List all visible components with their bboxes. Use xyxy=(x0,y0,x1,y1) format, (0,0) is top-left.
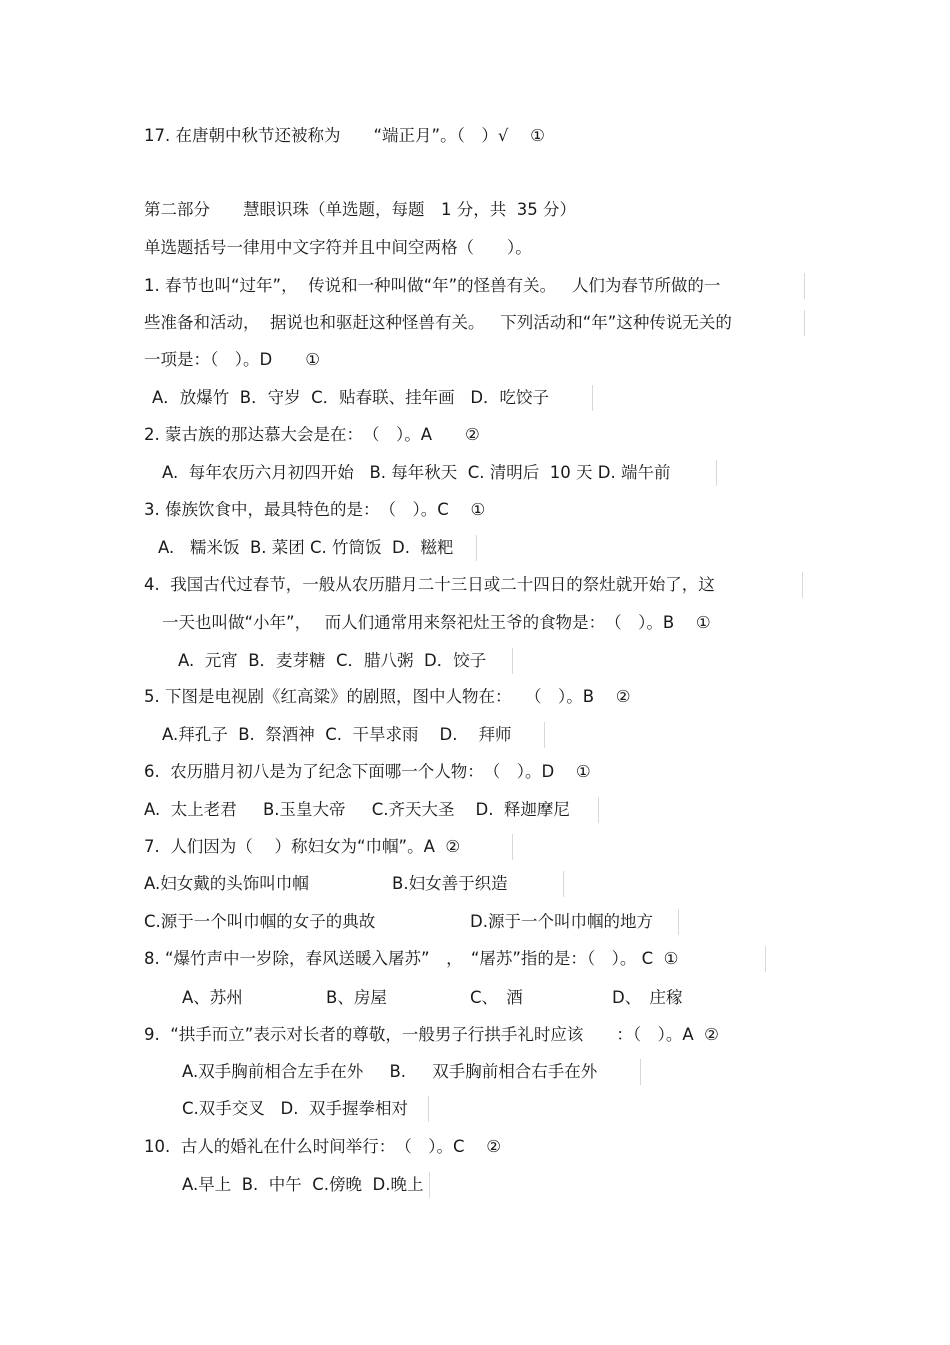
question-5-options: A.拜孔子 B. 祭酒神 C. 干旱求雨 D. 拜师 xyxy=(162,725,512,744)
question-7-option-d: D.源于一个叫巾帼的地方 xyxy=(470,912,653,931)
question-6-options: A. 太上老君 B.玉皇大帝 C.齐天大圣 D. 释迦摩尼 xyxy=(144,800,570,819)
text-box-edge xyxy=(765,946,766,972)
part-heading: 第二部分 慧眼识珠（单选题，每题 1 分，共 35 分） xyxy=(144,200,576,219)
text-box-edge xyxy=(544,722,545,748)
question-7-option-b: B.妇女善于织造 xyxy=(392,874,508,893)
question-7-option-c: C.源于一个叫巾帼的女子的典故 xyxy=(144,912,376,931)
question-7-option-a: A.妇女戴的头饰叫巾帼 xyxy=(144,874,309,893)
question-17-line: 17. 在唐朝中秋节还被称为 “端正月”。（ ）√ ① xyxy=(144,126,545,145)
question-3-options: A. 糯米饭 B. 菜团 C. 竹筒饭 D. 糍粑 xyxy=(158,538,454,557)
text-box-edge xyxy=(512,648,513,674)
question-9-options-row-2: C.双手交叉 D. 双手握拳相对 xyxy=(182,1099,408,1118)
question-8-option-c: C、 酒 xyxy=(470,988,523,1007)
question-10-line: 10. 古人的婚礼在什么时间举行： （ ）。C ② xyxy=(144,1137,502,1156)
question-6-line: 6. 农历腊月初八是为了纪念下面哪一个人物： （ ）。D ① xyxy=(144,762,591,781)
text-box-edge xyxy=(678,909,679,935)
question-2-options: A. 每年农历六月初四开始 B. 每年秋天 C. 清明后 10 天 D. 端午前 xyxy=(162,463,671,482)
text-box-edge xyxy=(476,535,477,561)
text-box-edge xyxy=(563,871,564,897)
question-8-option-b: B、房屋 xyxy=(326,988,387,1007)
question-1-options: A．放爆竹 B．守岁 C．贴春联、挂年画 D．吃饺子 xyxy=(152,388,550,407)
question-8-option-a: A、苏州 xyxy=(182,988,243,1007)
text-box-edge xyxy=(716,460,717,486)
question-9-options-row-1: A.双手胸前相合左手在外 B. 双手胸前相合右手在外 xyxy=(182,1062,598,1081)
part-note: 单选题括号一律用中文字符并且中间空两格（ ）。 xyxy=(144,238,532,257)
text-box-edge xyxy=(640,1059,641,1085)
text-box-edge xyxy=(429,1172,430,1198)
question-2-line: 2. 蒙古族的那达慕大会是在： （ ）。A ② xyxy=(144,425,480,444)
question-7-line: 7. 人们因为（ ）称妇女为“巾帼”。A ② xyxy=(144,837,461,856)
question-4-line-2: 一天也叫做“小年”， 而人们通常用来祭祀灶王爷的食物是： （ ）。B ① xyxy=(162,613,711,632)
question-8-line: 8. “爆竹声中一岁除，春风送暖入屠苏” ， “屠苏”指的是：（ ）。 C ① xyxy=(144,949,679,968)
text-box-edge xyxy=(802,572,803,598)
question-1-line-2: 些准备和活动， 据说也和驱赶这种怪兽有关。 下列活动和“年”这种传说无关的 xyxy=(144,313,732,332)
text-box-edge xyxy=(428,1096,429,1122)
question-1-line-3: 一项是：（ ）。D ① xyxy=(144,350,320,369)
question-9-line: 9. “拱手而立”表示对长者的尊敬，一般男子行拱手礼时应该 ：（ ）。A ② xyxy=(144,1025,719,1044)
text-box-edge xyxy=(598,797,599,823)
question-8-option-d: D、 庄稼 xyxy=(612,988,683,1007)
question-5-line: 5. 下图是电视剧《红高粱》的剧照，图中人物在： （ ）。B ② xyxy=(144,687,631,706)
text-box-edge xyxy=(804,273,805,299)
question-10-options: A.早上 B. 中午 C.傍晚 D.晚上 xyxy=(182,1175,424,1194)
question-3-line: 3. 傣族饮食中，最具特色的是： （ ）。C ① xyxy=(144,500,486,519)
text-box-edge xyxy=(512,834,513,860)
text-box-edge xyxy=(592,385,593,411)
question-4-line-1: 4. 我国古代过春节，一般从农历腊月二十三日或二十四日的祭灶就开始了，这 xyxy=(144,575,715,594)
text-box-edge xyxy=(804,310,805,336)
question-4-options: A. 元宵 B．麦芽糖 C．腊八粥 D．饺子 xyxy=(178,651,487,670)
question-1-line-1: 1. 春节也叫“过年”， 传说和一种叫做“年”的怪兽有关。 人们为春节所做的一 xyxy=(144,276,721,295)
